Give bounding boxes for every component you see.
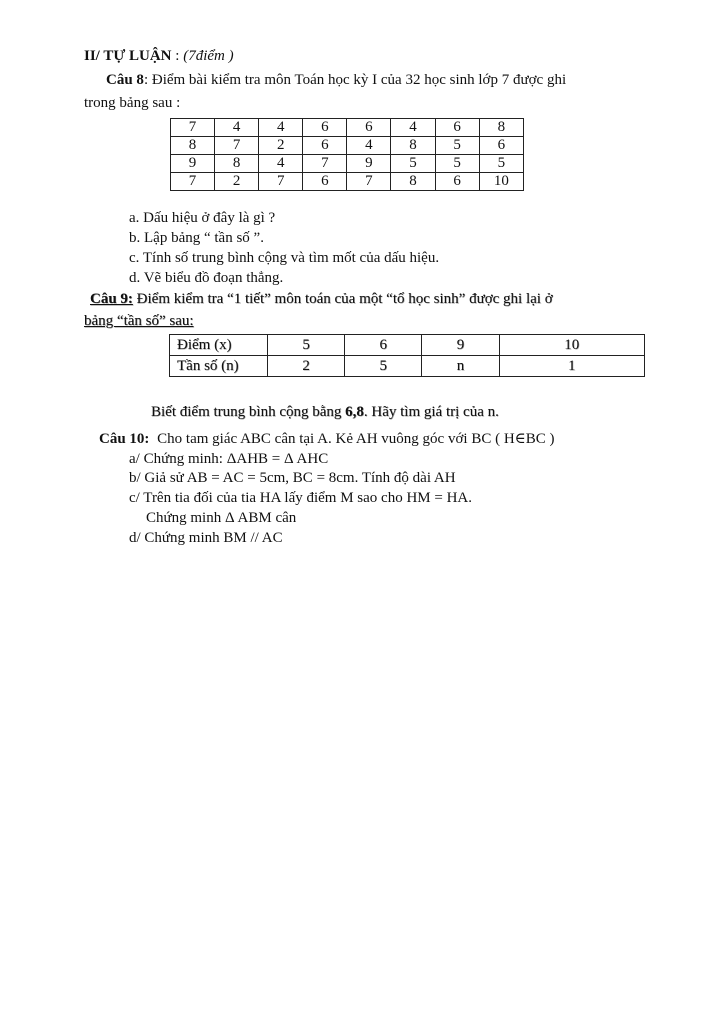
section-colon: : — [171, 48, 184, 64]
q8-table-cell: 7 — [171, 173, 215, 191]
section-title: II/ TỰ LUẬN — [84, 48, 172, 64]
q9-row-frequency — [170, 356, 645, 377]
q9-line-1 — [90, 291, 553, 308]
q9-frequency-cell: 2 — [268, 356, 345, 377]
q8-table-cell: 6 — [435, 173, 479, 191]
q9-note-2: . Hãy tìm giá trị của n. — [363, 404, 499, 420]
q8-table-cell: 5 — [391, 155, 435, 173]
q9-frequency-cell: n — [422, 356, 499, 377]
q8-table-cell: 8 — [391, 137, 435, 155]
q10-line-1 — [99, 429, 555, 448]
q10-part-a: a/ Chứng minh: ΔAHB = Δ AHC — [129, 451, 329, 467]
q8-table-cell: 5 — [435, 155, 479, 173]
q9-frequency-cell: 1 — [499, 356, 644, 377]
q8-table-cell: 6 — [347, 119, 391, 137]
q8-table-cell: 8 — [479, 119, 523, 137]
q8-score-table — [170, 118, 524, 191]
q8-table-cell: 2 — [259, 137, 303, 155]
q8-table-cell: 8 — [215, 155, 259, 173]
q8-text-1: : Điểm bài kiểm tra môn Toán học kỳ I của 32 học sinh lớp 7 được ghi — [143, 72, 567, 88]
q8-table-cell: 10 — [479, 173, 523, 191]
q8-table-cell: 8 — [391, 173, 435, 191]
q8-table-row — [171, 137, 524, 155]
q8-table-cell: 6 — [303, 137, 347, 155]
q8-table-cell: 6 — [435, 119, 479, 137]
q8-label: Câu 8 — [106, 72, 144, 88]
q8-table-row — [171, 119, 524, 137]
q8-line-1 — [106, 72, 566, 89]
q8-item-b: b. Lập bảng “ tần số ”. — [129, 230, 264, 246]
q9-frequency-cell: 5 — [345, 356, 422, 377]
q8-table-cell: 8 — [171, 137, 215, 155]
q9-row-score — [170, 335, 645, 356]
q8-table-cell: 5 — [435, 137, 479, 155]
q9-score-cell: 6 — [345, 335, 422, 356]
q8-table-cell: 7 — [259, 173, 303, 191]
section-heading — [84, 48, 234, 65]
section-points: (7điểm ) — [183, 48, 234, 64]
q10-label: Câu 10: — [99, 431, 150, 447]
q9-text-1: Điểm kiểm tra “1 tiết” môn toán của một “tổ học sinh” được ghi lại ở — [132, 291, 553, 307]
q9-score-cell: 10 — [499, 335, 644, 356]
q8-table-cell: 7 — [303, 155, 347, 173]
q8-table-cell: 7 — [171, 119, 215, 137]
q9-label: Câu 9: — [90, 291, 133, 307]
q9-note — [151, 404, 499, 421]
q8-table-cell: 6 — [479, 137, 523, 155]
q10-part-c-2: Chứng minh Δ ABM cân — [146, 510, 297, 526]
q9-row-frequency-label: Tần số (n) — [170, 356, 268, 377]
q8-table-cell: 4 — [391, 119, 435, 137]
q8-table-cell: 9 — [347, 155, 391, 173]
q8-table-cell: 7 — [347, 173, 391, 191]
q8-item-d: d. Vẽ biểu đồ đoạn thẳng. — [129, 270, 284, 286]
q10-part-c-1: c/ Trên tia đối của tia HA lấy điểm M sao cho HM = HA. — [129, 490, 473, 506]
q10-part-d: d/ Chứng minh BM // AC — [129, 530, 283, 546]
q9-score-cell: 9 — [422, 335, 499, 356]
q8-table-cell: 6 — [303, 119, 347, 137]
q9-frequency-table — [169, 334, 645, 377]
q8-table-cell: 9 — [171, 155, 215, 173]
q9-note-value: 6,8 — [345, 404, 364, 420]
q8-table-cell: 4 — [347, 137, 391, 155]
q9-score-cell: 5 — [268, 335, 345, 356]
q8-table-cell: 4 — [215, 119, 259, 137]
q8-table-cell: 6 — [303, 173, 347, 191]
q8-table-cell: 5 — [479, 155, 523, 173]
q8-item-a: a. Dấu hiệu ở đây là gì ? — [129, 210, 276, 226]
q8-table-row — [171, 173, 524, 191]
q8-table-row — [171, 155, 524, 173]
q9-note-1: Biết điểm trung bình cộng bằng — [151, 404, 346, 420]
q10-part-b: b/ Giả sử AB = AC = 5cm, BC = 8cm. Tính độ dài AH — [129, 470, 456, 486]
q8-table-cell: 4 — [259, 119, 303, 137]
q8-table-cell: 4 — [259, 155, 303, 173]
q9-line-2: bảng “tần số” sau: — [84, 313, 194, 329]
q10-text: Cho tam giác ABC cân tại A. Kẻ AH vuông góc với BC ( H∈BC ) — [157, 431, 555, 447]
q8-table-cell: 2 — [215, 173, 259, 191]
q8-item-c: c. Tính số trung bình cộng và tìm mốt của dấu hiệu. — [129, 250, 440, 266]
q8-line-2: trong bảng sau : — [84, 95, 181, 111]
q8-table-cell: 7 — [215, 137, 259, 155]
q9-row-score-label: Điểm (x) — [170, 335, 268, 356]
